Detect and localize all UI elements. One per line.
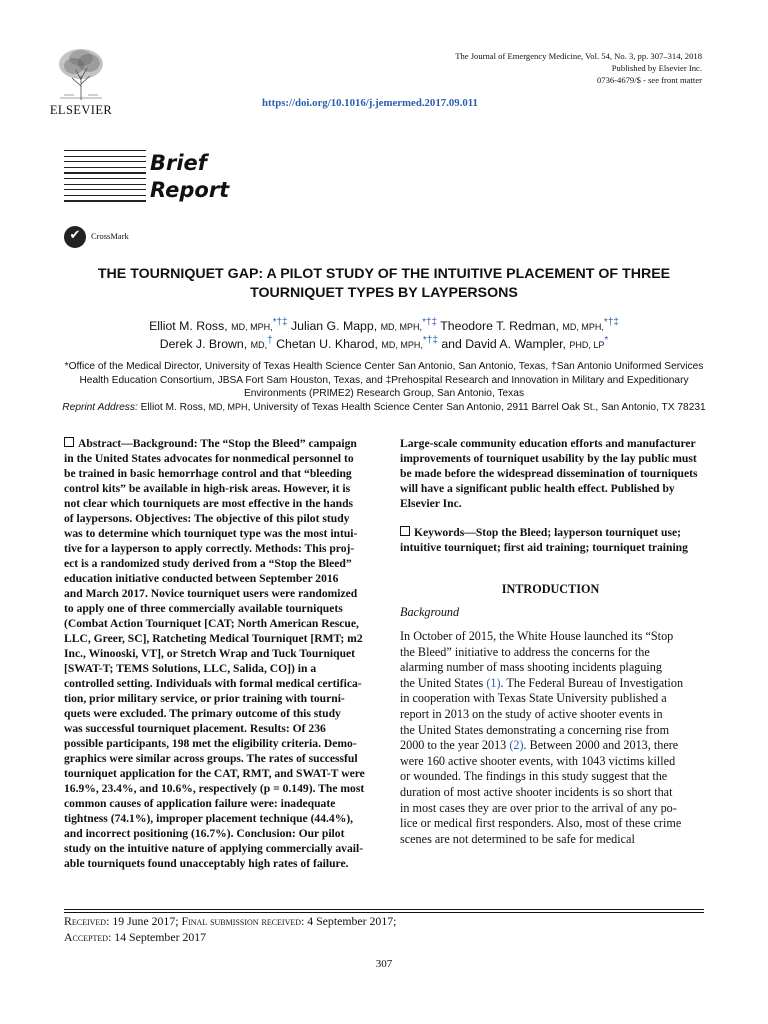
abstract-left-column xyxy=(64,436,365,871)
affiliations xyxy=(60,360,708,414)
article-dates xyxy=(64,914,396,945)
intro-line: or wounded. The findings in this study suggest that the xyxy=(400,769,668,784)
section-heading-introduction: INTRODUCTION xyxy=(501,582,600,596)
intro-line: in cooperation with Texas State University published a xyxy=(400,691,667,706)
author-affiliation-link[interactable]: *†‡ xyxy=(422,334,438,346)
abstract-line: quets were excluded. The primary outcome of this study xyxy=(64,707,341,720)
author-degrees: PHD, LP xyxy=(569,340,605,350)
reprint-label: Reprint Address: xyxy=(62,401,138,413)
publisher-name: ELSEVIER xyxy=(49,103,113,117)
intro-line: the Bleed” initiative to address the concerns for the xyxy=(400,644,650,659)
crossmark-label: CrossMark xyxy=(91,231,129,241)
abstract-right-column xyxy=(400,436,701,511)
author-degrees: MD, xyxy=(250,340,268,350)
abstract-line: be trained in basic hemorrhage control and that “bleeding xyxy=(64,467,352,480)
author-degrees: MD, MPH, xyxy=(562,322,604,332)
title-line2: TOURNIQUET TYPES BY LAYPERSONS xyxy=(250,285,518,301)
abstract-line: control kits” be available in high-risk areas. However, it is xyxy=(64,482,351,495)
article-type xyxy=(150,150,229,204)
footer-divider xyxy=(64,909,704,913)
author-affiliation-link[interactable]: * xyxy=(604,334,609,346)
intro-line: were 160 active shooter events, with 1043 victims killed xyxy=(400,753,676,768)
elsevier-tree-icon xyxy=(54,46,108,102)
elsevier-logo[interactable] xyxy=(40,46,122,118)
affiliation-line: Health Education Consortium, JBSA Fort Sam Houston, Texas, and ‡Prehospital Research and Innovation in Military and Expeditionary xyxy=(79,374,689,386)
author-name: Theodore T. Redman, xyxy=(440,319,559,333)
keywords-line: intuitive tourniquet; first aid training; tourniquet training xyxy=(400,541,688,554)
intro-line: report in 2013 on the study of active shooter events in xyxy=(400,706,663,721)
affiliation-line: *Office of the Medical Director, University of Texas Health Science Center San Antonio, San Antonio, Texas, †San Antonio Uniformed Services xyxy=(64,361,704,372)
abstract-line: 16.9%, 23.4%, and 10.6%, respectively (p = 0.149). The most xyxy=(64,782,365,795)
abstract-line: tightness (74.1%), improper placement technique (44.4%), xyxy=(64,812,354,825)
affiliation-line: Environments (PRIME2) Research Group, San Antonio, Texas xyxy=(243,388,525,399)
abstract-line: and March 2017. Novice tourniquet users were randomized xyxy=(64,587,358,600)
abstract-line: able tourniquets found unacceptably high rates of failure. xyxy=(64,857,349,870)
checkbox-icon xyxy=(64,437,74,447)
author-affiliation-link[interactable]: *†‡ xyxy=(422,316,438,328)
page-number: 307 xyxy=(375,958,393,970)
author-name: and David A. Wampler, xyxy=(441,337,566,351)
author-list xyxy=(70,318,698,354)
intro-line: In October of 2015, the White House launched its “Stop xyxy=(400,629,674,643)
reprint-address: Reprint Address: Elliot M. Ross, MD, MPH, University of Texas Health Science Center San Antonio, 2911 Barrel Oak St., San Antonio, TX 78231 xyxy=(62,401,706,413)
abstract-line: Elsevier Inc. xyxy=(400,497,462,510)
abstract-line: was to determine which tourniquet type was the most intui- xyxy=(64,527,358,540)
introduction-paragraph xyxy=(400,629,701,847)
author-line2 xyxy=(70,336,698,354)
abstract-line: of laypersons. Objectives: The objective of this pilot study xyxy=(64,512,350,525)
author-line1 xyxy=(70,318,698,336)
intro-line: scenes are not determined to be safe for medical xyxy=(400,831,635,846)
author-degrees: MD, MPH, xyxy=(381,340,423,350)
keywords-line: Keywords—Stop the Bleed; layperson tourniquet use; xyxy=(400,525,701,540)
abstract-line: ect is a randomized study derived from a “Stop the Bleed” xyxy=(64,557,352,570)
abstract-line: Large-scale community education efforts and manufacturer xyxy=(400,437,696,450)
author-affiliation-link[interactable]: *†‡ xyxy=(603,316,619,328)
abstract-line: and incorrect positioning (16.7%). Conclusion: Our pilot xyxy=(64,827,345,840)
crossmark-icon: ✔ xyxy=(64,226,86,248)
abstract-line: tive for a layperson to apply correctly. Methods: This proj- xyxy=(64,542,355,555)
abstract-line: controlled setting. Individuals with formal medical certifica- xyxy=(64,677,362,690)
abstract-line: graphics were similar across groups. The rates of successful xyxy=(64,752,358,765)
intro-line: in most cases they are over prior to the arrival of any po- xyxy=(400,800,677,815)
intro-line: 2000 to the year 2013 (2). Between 2000 and 2013, there xyxy=(400,738,679,753)
abstract-line: not clear which tourniquets are most effective in the hands xyxy=(64,497,354,510)
intro-line: lice or medical first responders. Also, most of these crime xyxy=(400,816,682,831)
checkbox-icon xyxy=(400,526,410,536)
article-title xyxy=(50,265,718,303)
abstract-line: education initiative conducted between September 2016 xyxy=(64,572,339,585)
abstract-line: tourniquet application for the CAT, RMT, and SWAT-T were xyxy=(64,767,365,780)
abstract-line: tion, prior military service, or prior training with tourni- xyxy=(64,692,345,705)
intro-line: duration of most active shooter incidents is so short that xyxy=(400,784,673,799)
author-degrees: MD, MPH, xyxy=(231,322,273,332)
article-type-line2: Report xyxy=(150,178,230,202)
author-affiliation-link[interactable]: † xyxy=(267,334,273,346)
title-line1: THE TOURNIQUET GAP: A PILOT STUDY OF THE INTUITIVE PLACEMENT OF THREE xyxy=(97,266,671,282)
reference-link[interactable]: (2) xyxy=(509,738,524,753)
subsection-heading-background: Background xyxy=(400,605,460,619)
abstract-line: LLC, Greer, SC], Ratcheting Medical Tourniquet [RMT; m2 xyxy=(64,632,363,645)
issn: 0736-4679/$ - see front matter xyxy=(596,75,702,85)
abstract-line: study on the intuitive nature of applying commercially avail- xyxy=(64,842,364,855)
abstract-line: Abstract—Background: The “Stop the Bleed” campaign xyxy=(64,436,365,451)
abstract-line: improvements of tourniquet usability by the lay public must xyxy=(400,452,697,465)
dates-line2: Accepted: 14 September 2017 xyxy=(64,929,207,944)
author-name: Chetan U. Kharod, xyxy=(276,337,378,351)
abstract-line: to apply one of three commercially available tourniquets xyxy=(64,602,343,615)
abstract-line: in the United States advocates for nonmedical personnel to xyxy=(64,452,354,465)
abstract-line: be made before the widespread dissemination of tourniquets xyxy=(400,467,698,480)
journal-citation: The Journal of Emergency Medicine, Vol. 54, No. 3, pp. 307–314, 2018 xyxy=(455,51,702,61)
intro-line: the United States demonstrating a concerning rise from xyxy=(400,722,670,737)
abstract-line: [SWAT-T; TEMS Solutions, LLC, Salida, CO]) in a xyxy=(64,662,317,675)
doi-link[interactable]: https://doi.org/10.1016/j.jemermed.2017.09.011 xyxy=(262,97,478,109)
abstract-line: common causes of application failure were: inadequate xyxy=(64,797,336,810)
author-name: Julian G. Mapp, xyxy=(291,319,378,333)
brief-report-rule-lines xyxy=(64,150,146,208)
abstract-line: will have a significant public health effect. Published by xyxy=(400,482,675,495)
published-by: Published by Elsevier Inc. xyxy=(611,63,702,73)
intro-line: the United States (1). The Federal Bureau of Investigation xyxy=(400,675,684,690)
author-degrees: MD, MPH, xyxy=(380,322,423,332)
author-name: Derek J. Brown, xyxy=(159,337,248,351)
abstract-line: Inc., Winooski, VT], or Stretch Wrap and Tuck Tourniquet xyxy=(64,647,356,660)
article-type-line1: Brief xyxy=(150,151,207,175)
keywords xyxy=(400,525,701,555)
author-affiliation-link[interactable]: *†‡ xyxy=(272,316,288,328)
abstract-line: was successful tourniquet placement. Results: Of 236 xyxy=(64,722,326,735)
dates-line1: Received: 19 June 2017; Final submission received: 4 September 2017; xyxy=(64,914,397,928)
author-name: Elliot M. Ross, xyxy=(149,319,228,333)
abstract-line: (Combat Action Tourniquet [CAT; North American Rescue, xyxy=(64,617,359,630)
journal-info xyxy=(342,50,702,86)
abstract-line: possible participants, 198 met the eligibility criteria. Demo- xyxy=(64,737,357,750)
intro-line: alarming number of mass shooting incidents plaguing xyxy=(400,660,662,675)
reference-link[interactable]: (1) xyxy=(486,675,501,690)
